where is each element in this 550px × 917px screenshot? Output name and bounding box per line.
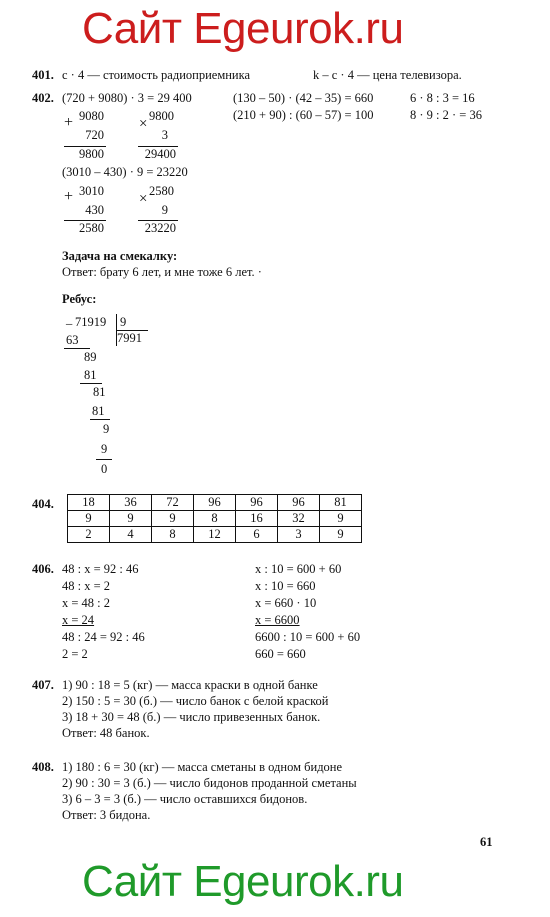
rebus-minus: _ bbox=[66, 312, 73, 326]
site-footer-title: Сайт Egeurok.ru bbox=[82, 857, 404, 906]
rebus-step-4: 81 bbox=[93, 385, 106, 399]
table-cell: 9 bbox=[110, 511, 152, 527]
eq-right-line: x : 10 = 600 + 60 bbox=[255, 562, 342, 576]
riddle-title: Задача на смекалку: bbox=[62, 249, 178, 263]
problem-404-number: 404. bbox=[32, 497, 54, 511]
table-cell: 36 bbox=[110, 495, 152, 511]
problem-401-number: 401. bbox=[32, 68, 54, 82]
problem-406-number: 406. bbox=[32, 562, 54, 576]
eq-left-line: 48 : x = 92 : 46 bbox=[62, 562, 139, 576]
eq-left-line: x = 48 : 2 bbox=[62, 596, 111, 610]
problem-402-eq1: (720 + 9080) · 3 = 29 400 bbox=[62, 91, 192, 105]
problem-402-eq2: (130 – 50) · (42 – 35) = 660 bbox=[233, 91, 374, 105]
rebus-divisor: 9 bbox=[120, 315, 127, 329]
solution-line: 2) 90 : 30 = 3 (б.) — число бидонов проданной сметаны bbox=[62, 776, 357, 790]
problem-407-number: 407. bbox=[32, 678, 54, 692]
problem-402-eq4: (210 + 90) : (60 – 57) = 100 bbox=[233, 108, 374, 122]
problem-408-number: 408. bbox=[32, 760, 54, 774]
rebus-rule-2 bbox=[80, 383, 102, 384]
table-row bbox=[68, 511, 362, 527]
problem-402-eq5: 8 · 9 : 2 · = 36 bbox=[410, 108, 482, 122]
table-cell: 6 bbox=[236, 527, 278, 543]
table-cell: 9 bbox=[320, 511, 362, 527]
solution-line: 3) 6 – 3 = 3 (б.) — число оставшихся бидонов. bbox=[62, 792, 308, 806]
site-header-title: Сайт Egeurok.ru bbox=[82, 4, 404, 53]
table-cell: 16 bbox=[236, 511, 278, 527]
solution-line: 3) 18 + 30 = 48 (б.) — число привезенных банок. bbox=[62, 710, 321, 724]
rebus-step-5: 81 bbox=[92, 404, 105, 418]
col4-sign: × bbox=[139, 191, 148, 207]
eq-right-line: x : 10 = 660 bbox=[255, 579, 316, 593]
riddle-answer: Ответ: брату 6 лет, и мне тоже 6 лет. · bbox=[62, 265, 262, 279]
problem-401-line-a: c · 4 — стоимость радиоприемника bbox=[62, 68, 251, 82]
solution-line: 1) 90 : 18 = 5 (кг) — масса краски в одной банке bbox=[62, 678, 318, 692]
table-cell: 4 bbox=[110, 527, 152, 543]
table-cell: 96 bbox=[236, 495, 278, 511]
table-cell: 96 bbox=[194, 495, 236, 511]
table-cell: 2 bbox=[68, 527, 110, 543]
col1-result: 9800 bbox=[79, 147, 104, 161]
rebus-step-6: 9 bbox=[103, 422, 110, 436]
eq-right-answer: x = 6600 bbox=[255, 613, 300, 627]
table-cell: 32 bbox=[278, 511, 320, 527]
table-cell: 12 bbox=[194, 527, 236, 543]
rebus-step-3: 81 bbox=[84, 368, 97, 382]
table-cell: 8 bbox=[194, 511, 236, 527]
table-cell: 9 bbox=[152, 511, 194, 527]
col4-bottom: 9 bbox=[161, 203, 168, 217]
eq-right-line: x = 660 · 10 bbox=[255, 596, 317, 610]
col2-bottom: 3 bbox=[161, 128, 168, 142]
table-cell: 9 bbox=[320, 527, 362, 543]
solution-answer: Ответ: 48 банок. bbox=[62, 726, 150, 740]
rebus-title: Ребус: bbox=[62, 292, 97, 306]
table-cell: 81 bbox=[320, 495, 362, 511]
problem-404-table bbox=[67, 494, 362, 543]
table-cell: 72 bbox=[152, 495, 194, 511]
rebus-dividend: 71919 bbox=[75, 315, 107, 329]
col1-sign: + bbox=[64, 114, 74, 131]
solution-line: 2) 150 : 5 = 30 (б.) — число банок с белой краской bbox=[62, 694, 329, 708]
col2-result: 29400 bbox=[144, 147, 176, 161]
rebus-rule-3 bbox=[90, 419, 110, 420]
col1-bottom: 720 bbox=[85, 128, 104, 142]
col3-sign: + bbox=[64, 188, 74, 205]
rebus-rule-4 bbox=[96, 459, 112, 460]
table-cell: 8 bbox=[152, 527, 194, 543]
eq-right-line: 6600 : 10 = 600 + 60 bbox=[255, 630, 361, 644]
table-cell: 18 bbox=[68, 495, 110, 511]
table-cell: 96 bbox=[278, 495, 320, 511]
table-cell: 9 bbox=[68, 511, 110, 527]
table-cell: 3 bbox=[278, 527, 320, 543]
problem-401-line-b: k – c · 4 — цена телевизора. bbox=[313, 68, 462, 82]
table-row bbox=[68, 527, 362, 543]
rebus-step-2: 89 bbox=[84, 350, 97, 364]
eq-left-answer: x = 24 bbox=[62, 613, 95, 627]
eq-right-line: 660 = 660 bbox=[255, 647, 306, 661]
rebus-step-7: 9 bbox=[101, 442, 108, 456]
col3-top: 3010 bbox=[79, 184, 104, 198]
col4-result: 23220 bbox=[144, 221, 176, 235]
problem-402-number: 402. bbox=[32, 91, 54, 105]
table-row bbox=[68, 495, 362, 511]
rebus-quotient: 7991 bbox=[117, 331, 142, 345]
eq-left-line: 2 = 2 bbox=[62, 647, 88, 661]
eq-left-line: 48 : x = 2 bbox=[62, 579, 111, 593]
rebus-step-1: 63 bbox=[66, 333, 79, 347]
col2-sign: × bbox=[139, 116, 148, 132]
rebus-rule-1 bbox=[64, 348, 90, 349]
problem-402-eq6: (3010 – 430) · 9 = 23220 bbox=[62, 165, 188, 179]
solution-line: 1) 180 : 6 = 30 (кг) — масса сметаны в одном бидоне bbox=[62, 760, 343, 774]
eq-left-line: 48 : 24 = 92 : 46 bbox=[62, 630, 145, 644]
col2-top: 9800 bbox=[149, 109, 174, 123]
rebus-step-8: 0 bbox=[101, 462, 108, 476]
col1-top: 9080 bbox=[79, 109, 104, 123]
solution-answer: Ответ: 3 бидона. bbox=[62, 808, 151, 822]
problem-402-eq3: 6 · 8 : 3 = 16 bbox=[410, 91, 475, 105]
col3-bottom: 430 bbox=[85, 203, 104, 217]
col3-result: 2580 bbox=[79, 221, 104, 235]
col4-top: 2580 bbox=[149, 184, 174, 198]
page-number: 61 bbox=[480, 835, 493, 849]
